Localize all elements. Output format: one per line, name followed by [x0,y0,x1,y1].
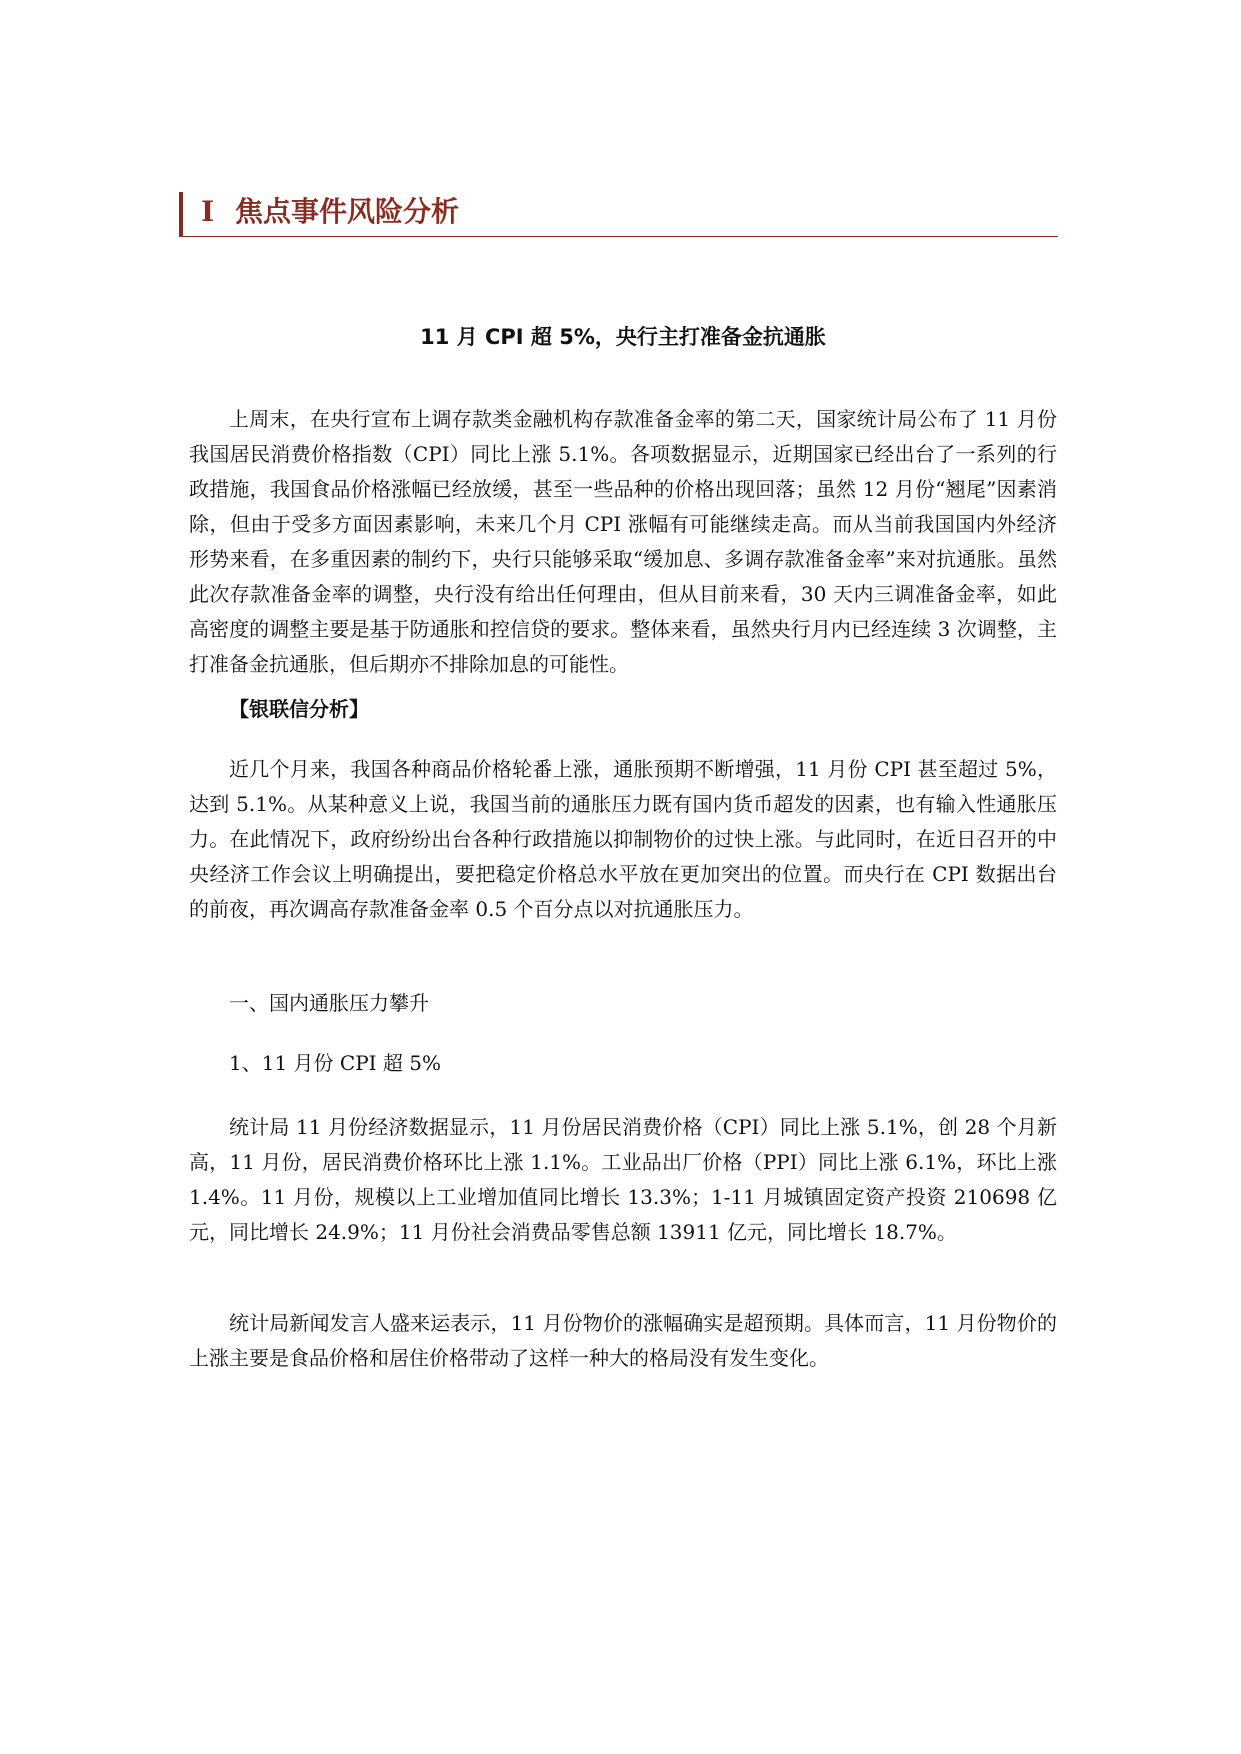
section-title: 焦点事件风险分析 [235,195,460,228]
analysis-heading: 【银联信分析】 [229,697,369,721]
intro-paragraph: 上周末，在央行宣布上调存款类金融机构存款准备金率的第二天，国家统计局公布了 11 月份我国居民消费价格指数（CPI）同比上涨 5.1%。各项数据显示，近期国家已经出台了一系列的行政措施，我国食品价格涨幅已经放缓，甚至一些品种的价格出现回落；虽然 12 月份“翘尾”因素消除，但由于受多方面因素影响，未来几个月 CPI 涨幅有可能继续走高。而从当前我国国内外经济形势来看，在多重因素的制约下，央行只能够采取“缓加息、多调存款准备金率”来对抗通胀。虽然此次存款准备金率的调整，央行没有给出任何理由，但从目前来看，30 天内三调准备金率，如此高密度的调整主要是基于防通胀和控信贷的要求。整体来看，虽然央行月内已经连续 3 次调整，主打准备金抗通胀，但后期亦不排除加息的可能性。 [189,407,1057,676]
spokesman-paragraph: 统计局新闻发言人盛来运表示，11 月份物价的涨幅确实是超预期。具体而言，11 月份物价的上涨主要是食品价格和居住价格带动了这样一种大的格局没有发生变化。 [189,1311,1057,1370]
analysis-paragraph: 近几个月来，我国各种商品价格轮番上涨，通胀预期不断增强，11 月份 CPI 甚至超过 5%，达到 5.1%。从某种意义上说，我国当前的通胀压力既有国内货币超发的因素，也有输入性通胀压力。在此情况下，政府纷纷出台各种行政措施以抑制物价的过快上涨。与此同时，在近日召开的中央经济工作会议上明确提出，要把稳定价格总水平放在更加突出的位置。而央行在 CPI 数据出台的前夜，再次调高存款准备金率 0.5 个百分点以对抗通胀压力。 [189,757,1057,921]
article-title: 11 月 CPI 超 5%，央行主打准备金抗通胀 [420,325,826,349]
subheading-cpi-november: 1、11 月份 CPI 超 5% [229,1051,441,1075]
section-header [179,192,1058,237]
statistics-paragraph: 统计局 11 月份经济数据显示，11 月份居民消费价格（CPI）同比上涨 5.1%，创 28 个月新高，11 月份，居民消费价格环比上涨 1.1%。工业品出厂价格（PPI）同比上涨 6.1%，环比上涨 1.4%。11 月份，规模以上工业增加值同比增长 13.3%；1-11 月城镇固定资产投资 210698 亿元，同比增长 24.9%；11 月份社会消费品零售总额 13911 亿元，同比增长 18.7%。 [189,1115,1057,1244]
subheading-domestic-inflation: 一、国内通胀压力攀升 [229,991,429,1015]
section-numeral: I [201,195,215,228]
section-accent-bar [179,192,183,236]
